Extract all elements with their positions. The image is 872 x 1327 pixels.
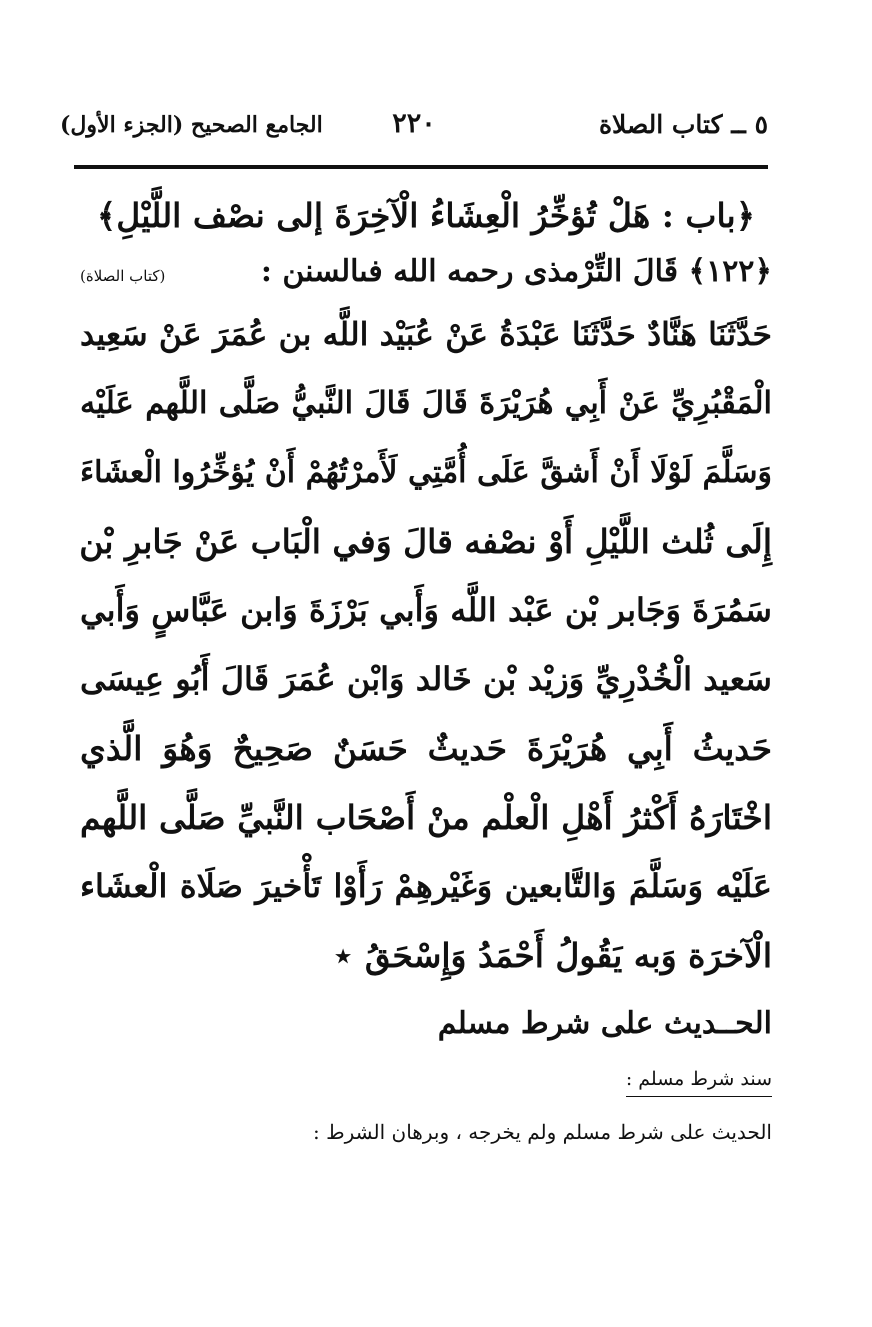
- hadith-text: [80, 300, 772, 990]
- hadith-number: ﴿١٢٢﴾: [688, 254, 772, 289]
- header-rule: [74, 165, 768, 169]
- hadith-line: اخْتَارَهُ أَكْثرُ أَهْلِ الْعلْم منْ أَصْحَاب النَّبيِّ صَلَّى اللَّهم: [80, 798, 772, 837]
- sanad-label: سند شرط مسلم :: [626, 1064, 772, 1097]
- hadith-line: حَدَّثَنَا هَنَّادٌ حَدَّثَنَا عَبْدَةُ عَنْ عُبَيْد اللَّه بن عُمَرَ عَنْ سَعِيد: [80, 316, 772, 353]
- hadith-source-label: (كتاب الصلاة): [80, 267, 166, 285]
- book-title: الجامع الصحيح (الجزء الأول): [60, 112, 323, 138]
- hadith-line: وَسَلَّمَ لَوْلَا أَنْ أَشقَّ عَلَى أُمَّتِي لَأَمرْتُهُمْ أَنْ يُؤخِّرُوا الْعشَاءَ: [80, 455, 772, 490]
- hadith-line: الْمَقْبُرِيِّ عَنْ أَبِي هُرَيْرَةَ قَالَ قَالَ النَّبيُّ صَلَّى اللَّهم عَلَيْه: [80, 385, 772, 421]
- hadith-heading: [80, 244, 772, 300]
- hadith-line: سَمُرَةَ وَجَابر بْن عَبْد اللَّه وَأَبي بَرْزَةَ وَابن عَبَّاسٍ وَأَبي: [80, 591, 772, 629]
- hadith-verdict: الحــديث على شرط مسلم: [437, 1006, 772, 1041]
- hadith-heading-text: قَالَ التِّرْمذى رحمه الله فىالسنن :: [260, 254, 679, 289]
- hadith-line: الْآخرَة وَبه يَقُولُ أَحْمَدُ وَإِسْحَقُ ⋆: [332, 936, 772, 975]
- page-header: [60, 104, 768, 152]
- sanad-note: الحديث على شرط مسلم ولم يخرجه ، وبرهان الشرط :: [313, 1120, 772, 1144]
- page-number: ٢٢٠: [392, 108, 436, 139]
- hadith-line: إِلَى ثُلث اللَّيْلِ أَوْ نصْفه قالَ وَفي الْبَاب عَنْ جَابرِ بْن: [79, 522, 772, 561]
- bab-title: ﴿باب : هَلْ تُؤخِّرُ الْعِشَاءُ الْآخِرَةَ إلى نصْف اللَّيْلِ﴾: [96, 196, 756, 235]
- page-content: [80, 188, 772, 1149]
- chapter-title: ٥ ــ كتاب الصلاة: [598, 110, 768, 139]
- hadith-line: عَلَيْه وَسَلَّمَ وَالتَّابعين وَغَيْرهِمْ رَأَوْا تَأْخيرَ صَلَاة الْعشَاء: [80, 867, 772, 905]
- hadith-line: حَديثُ أَبِي هُرَيْرَةَ حَديثٌ حَسَنٌ صَحِيحٌ وَهُوَ الَّذي: [80, 729, 772, 768]
- hadith-line: سَعيد الْخُدْرِيِّ وَزيْد بْن خَالد وَابْن عُمَرَ قَالَ أَبُو عِيسَى: [80, 660, 772, 698]
